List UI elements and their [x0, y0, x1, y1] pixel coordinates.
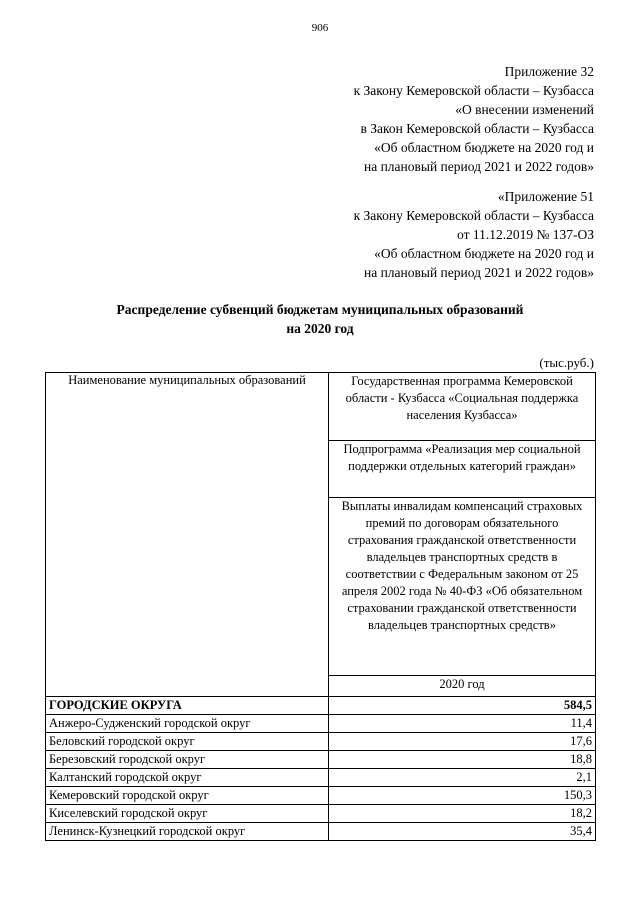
appendix-51-block	[354, 187, 594, 282]
appendix-line: к Закону Кемеровской области – Кузбасса	[353, 83, 594, 98]
appendix-line: «Об областном бюджете на 2020 год и	[374, 246, 594, 261]
row-value: 18,2	[329, 805, 596, 823]
row-name: Беловский городской округ	[46, 733, 329, 751]
appendix-line: к Закону Кемеровской области – Кузбасса	[353, 208, 594, 223]
table-row	[46, 823, 596, 841]
appendix-line: «О внесении изменений	[455, 102, 594, 117]
year-header: 2020 год	[329, 676, 596, 697]
page-number: 906	[311, 22, 329, 34]
row-value: 11,4	[329, 715, 596, 733]
title-line: на 2020 год	[286, 321, 354, 336]
table-row	[46, 751, 596, 769]
row-value: 17,6	[329, 733, 596, 751]
table-row	[46, 787, 596, 805]
row-name: Анжеро-Судженский городской округ	[46, 715, 329, 733]
name-column-header: Наименование муниципальных образований	[46, 373, 329, 697]
row-name: ГОРОДСКИЕ ОКРУГА	[46, 697, 329, 715]
units-label: (тыс.руб.)	[539, 355, 594, 370]
row-value: 18,8	[329, 751, 596, 769]
table-row	[46, 769, 596, 787]
row-name: Березовский городской округ	[46, 751, 329, 769]
row-name: Калтанский городской округ	[46, 769, 329, 787]
row-value: 35,4	[329, 823, 596, 841]
table-row	[46, 733, 596, 751]
row-name: Кемеровский городской округ	[46, 787, 329, 805]
subprogram-header: Подпрограмма «Реализация мер социальной поддержки отдельных категорий граждан»	[329, 441, 596, 498]
row-value: 150,3	[329, 787, 596, 805]
appendix-line: на плановый период 2021 и 2022 годов»	[363, 159, 594, 174]
table-row	[46, 715, 596, 733]
row-name: Киселевский городской округ	[46, 805, 329, 823]
row-name: Ленинск-Кузнецкий городской округ	[46, 823, 329, 841]
payment-header: Выплаты инвалидам компенсаций страховых премий по договорам обязательного страхования гражданской ответственности владельцев транспортных средств в соответствии с Федеральным законом от 25 апреля 2002 года № 40-ФЗ «Об обязательном страховании гражданской ответственности владельцев транспортных средств»	[329, 498, 596, 676]
row-value: 2,1	[329, 769, 596, 787]
table-row	[46, 805, 596, 823]
title-line: Распределение субвенций бюджетам муниципальных образований	[116, 302, 524, 317]
appendix-line: Приложение 32	[504, 64, 594, 79]
appendix-line: «Об областном бюджете на 2020 год и	[374, 140, 594, 155]
appendix-line: «Приложение 51	[497, 189, 594, 204]
program-header: Государственная программа Кемеровской области - Кузбасса «Социальная поддержка населения Кузбасса»	[329, 373, 596, 441]
appendix-line: в Закон Кемеровской области – Кузбасса	[360, 121, 594, 136]
table-row-total	[46, 697, 596, 715]
appendix-line: на плановый период 2021 и 2022 годов»	[363, 265, 594, 280]
appendix-line: от 11.12.2019 № 137-ОЗ	[457, 227, 594, 242]
appendix-32-block	[354, 62, 594, 176]
row-value: 584,5	[329, 697, 596, 715]
document-title	[0, 300, 640, 338]
subventions-table	[45, 372, 596, 841]
